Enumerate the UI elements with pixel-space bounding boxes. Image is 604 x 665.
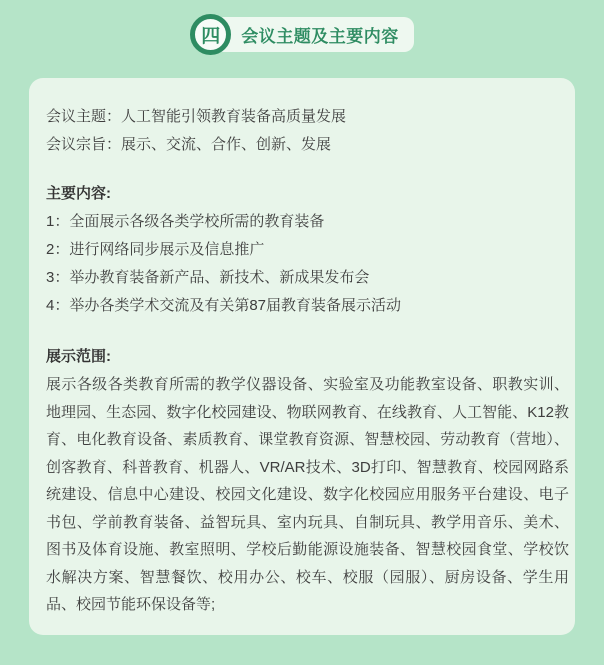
- scope-heading: 展示范围:: [46, 348, 111, 365]
- main-content-heading: 主要内容:: [46, 185, 111, 202]
- section-number: 四: [201, 26, 221, 47]
- scope-paragraph: 展示各级各类教育所需的教学仪器设备、实验室及功能教室设备、职教实训、地理园、生态园、数字化校园建设、物联网教育、在线教育、人工智能、K12教育、电化教育设备、素质教育、课堂教育资源、智慧校园、劳动教育（营地）、创客教育、科普教育、机器人、VR/AR技术、3D打印、智慧教育、校园网路系统建设、信息中心建设、校园文化建设、数字化校园应用服务平台建设、电子书包、学前教育装备、益智玩具、室内玩具、自制玩具、教学用音乐、美术、图书及体育设施、教室照明、学校后勤能源设施装备、智慧校园食堂、学校饮水解决方案、智慧餐饮、校用办公、校车、校服（园服）、厨房设备、学生用品、校园节能环保设备等;: [46, 376, 569, 613]
- meeting-theme-label: 会议主题：: [46, 108, 122, 125]
- meeting-purpose-line: [46, 131, 569, 159]
- article-section: [0, 14, 604, 635]
- meeting-purpose-value: 展示、交流、合作、创新、发展: [121, 136, 332, 153]
- main-content-item: 2：进行网络同步展示及信息推广: [46, 241, 265, 258]
- section-header: [0, 14, 604, 55]
- section-title-pill: [211, 17, 414, 52]
- main-content-item: 1：全面展示各级各类学校所需的教育装备: [46, 213, 325, 230]
- section-number-badge: [190, 14, 231, 55]
- section-title: 会议主题及主要内容: [241, 27, 399, 46]
- main-content-item: 4：举办各类学术交流及有关第87届教育装备展示活动: [46, 297, 402, 314]
- content-card: [29, 78, 575, 635]
- meeting-theme-line: [46, 103, 569, 131]
- meeting-purpose-label: 会议宗旨：: [46, 136, 122, 153]
- main-content-item: 3：举办教育装备新产品、新技术、新成果发布会: [46, 269, 370, 286]
- meeting-theme-value: 人工智能引领教育装备高质量发展: [121, 108, 347, 125]
